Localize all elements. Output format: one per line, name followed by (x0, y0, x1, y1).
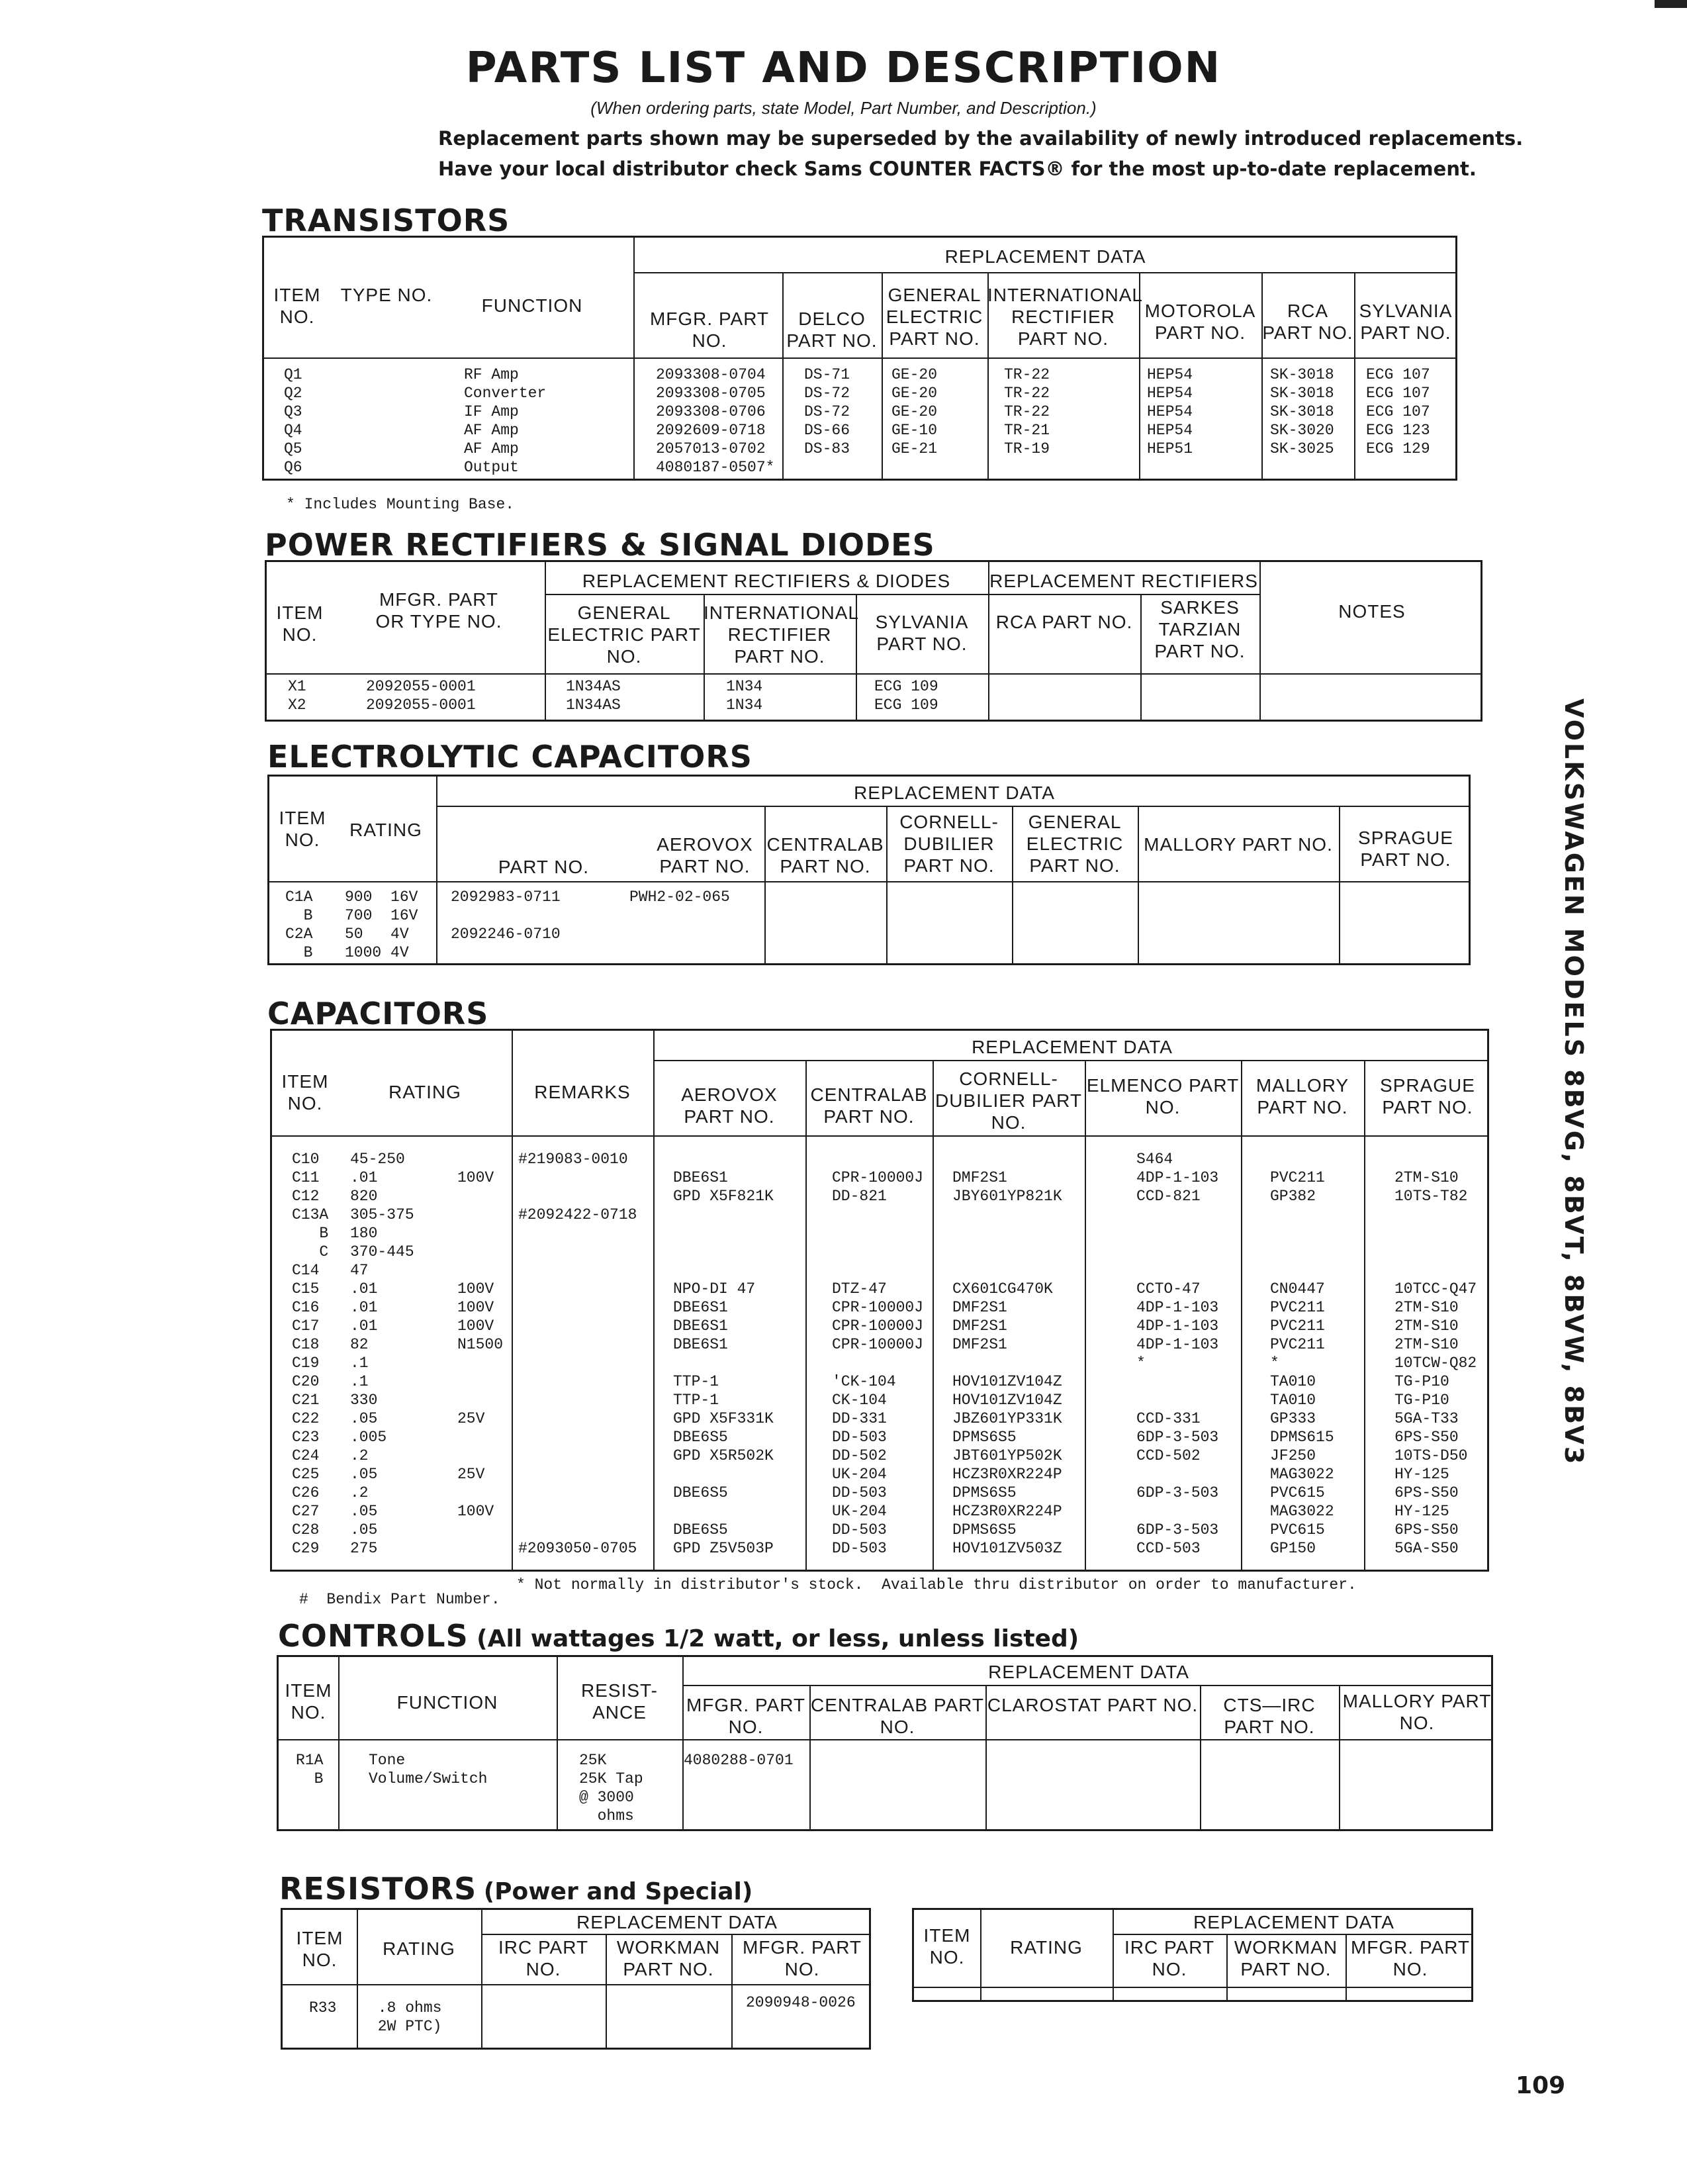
rectifiers-group1-header: REPLACEMENT RECTIFIERS & DIODES (582, 571, 951, 591)
col-header-ir: INTERNATIONAL RECTIFIER PART NO. (704, 602, 859, 667)
col-header-aerovox: AEROVOX PART NO. (657, 834, 753, 877)
controls-item-col: R1A B (296, 1752, 324, 1787)
electrolytic-replacement-header: REPLACEMENT DATA (854, 783, 1055, 803)
col-header-part: PART NO. (498, 857, 590, 877)
capacitors-footnote-bendix: # Bendix Part Number. (299, 1591, 500, 1608)
electrolytic-title: ELECTROLYTIC CAPACITORS (267, 739, 752, 775)
col-header-ge: GENERAL ELECTRIC PART NO. (886, 285, 983, 349)
controls-mfgr-col: 4080288-0701 (684, 1752, 794, 1769)
col-header-notes: NOTES (1338, 601, 1406, 622)
capacitors-elmenco-col: S464 4DP-1-103 CCD-821 CCTO-47 4DP-1-103 4DP-1-103 4DP-1-103 * CCD-331 6DP-3-503 CCD-502 6DP-3-503 6DP-3-503 CCD-503 (1136, 1151, 1219, 1557)
capacitors-footnote-stock: * Not normally in distributor's stock. Available thru distributor on order to manufacturer. (516, 1576, 1357, 1593)
page-title: PARTS LIST AND DESCRIPTION (465, 44, 1222, 93)
col-header-irc: IRC PART NO. (1124, 1937, 1215, 1979)
col-header-mallory: MALLORY PART NO. (1342, 1691, 1492, 1733)
rectifiers-sylvania-col: ECG 109 ECG 109 (874, 678, 938, 714)
col-header-mfgr: MFGR. PART NO. (1350, 1937, 1471, 1979)
capacitors-centralab-col: CPR-10000J DD-821 DTZ-47 CPR-10000J CPR-10000J CPR-10000J 'CK-104 CK-104 DD-331 DD-503 DD-502 UK-204 DD-503 UK-204 DD-503 DD-503 (832, 1169, 924, 1557)
page-number: 109 (1516, 2072, 1566, 2099)
capacitors-remarks-col: #219083-0010 #2092422-0718 #2093050-0705 (518, 1151, 637, 1557)
resistors-subtitle: (Power and Special) (483, 1878, 753, 1905)
col-header-resistance: RESIST-ANCE (581, 1680, 658, 1723)
transistors-replacement-header: REPLACEMENT DATA (944, 246, 1146, 267)
col-header-item: ITEM NO. (296, 1928, 343, 1970)
col-header-rca: RCA PART NO. (1262, 301, 1353, 343)
electrolytic-part-col: 2092983-0711 2092246-0710 (451, 888, 561, 943)
rectifiers-item-col: X1 X2 (288, 678, 306, 714)
capacitors-replacement-header: REPLACEMENT DATA (972, 1037, 1173, 1057)
controls-subtitle: (All wattages 1/2 watt, or less, unless listed) (477, 1625, 1079, 1652)
resistors-table (281, 1908, 871, 2050)
col-header-item: ITEM NO. (273, 285, 321, 327)
controls-table (277, 1655, 1493, 1831)
capacitors-title: CAPACITORS (267, 996, 489, 1031)
col-header-workman: WORKMAN PART NO. (1234, 1937, 1338, 1979)
col-header-rca: RCA PART NO. (995, 612, 1133, 632)
col-header-centralab: CENTRALAB PART NO. (811, 1695, 984, 1737)
capacitors-voltage-col: 100V 100V 100V 100V N1500 25V 25V 100V (457, 1169, 504, 1520)
electrolytic-rating-col: 900 16V 700 16V 50 4V 1000 4V (345, 888, 418, 961)
col-header-ge: GENERAL ELECTRIC PART NO. (547, 602, 701, 667)
col-header-rating: RATING (383, 1938, 455, 1959)
col-header-remarks: REMARKS (534, 1082, 631, 1102)
transistors-footnote: * Includes Mounting Base. (286, 496, 515, 513)
page-subtitle: (When ordering parts, state Model, Part Number, and Description.) (590, 98, 1097, 118)
col-header-function: FUNCTION (481, 295, 583, 316)
col-header-clarostat: CLAROSTAT PART NO. (987, 1695, 1199, 1715)
col-header-cts: CTS—IRC PART NO. (1223, 1695, 1316, 1737)
col-header-mfgr: MFGR. PART OR TYPE NO. (375, 589, 502, 632)
col-header-item: ITEM NO. (276, 602, 324, 645)
rectifiers-ir-col: 1N34 1N34 (726, 678, 763, 714)
controls-replacement-header: REPLACEMENT DATA (988, 1662, 1189, 1682)
col-header-rating: RATING (388, 1082, 461, 1102)
col-header-type: TYPE NO. (340, 285, 433, 305)
transistors-delco-col: DS-71 DS-72 DS-72 DS-66 DS-83 (804, 366, 850, 457)
col-header-aerovox: AEROVOX PART NO. (681, 1084, 778, 1127)
transistors-mfgr-col: 2093308-0704 2093308-0705 2093308-0706 2092609-0718 2057013-0702 4080187-0507* (656, 366, 775, 476)
col-header-motorola: MOTOROLA PART NO. (1144, 301, 1256, 343)
col-header-sylvania: SYLVANIA PART NO. (1359, 301, 1453, 343)
electrolytic-table (267, 775, 1471, 965)
col-header-item: ITEM NO. (279, 808, 326, 850)
col-header-mfgr: MFGR. PART NO. (742, 1937, 862, 1979)
col-header-centralab: CENTRALAB PART NO. (810, 1084, 928, 1127)
rectifiers-group2-header: REPLACEMENT RECTIFIERS (989, 571, 1258, 591)
electrolytic-item-col: C1A B C2A B (285, 888, 313, 961)
col-header-rating: RATING (349, 820, 422, 840)
resistors-title: RESISTORS (279, 1871, 477, 1907)
transistors-title: TRANSISTORS (262, 203, 510, 238)
transistors-sylvania-col: ECG 107 ECG 107 ECG 107 ECG 123 ECG 129 (1366, 366, 1430, 457)
controls-function-col: Tone Volume/Switch (369, 1752, 488, 1787)
transistors-ir-col: TR-22 TR-22 TR-22 TR-21 TR-19 (1004, 366, 1050, 457)
col-header-centralab: CENTRALAB PART NO. (766, 834, 884, 877)
col-header-irc: IRC PART NO. (498, 1937, 589, 1979)
col-header-delco: DELCO PART NO. (786, 309, 878, 351)
col-header-sprague: SPRAGUE PART NO. (1380, 1075, 1475, 1117)
resistors-item-col: R33 (309, 1999, 337, 2017)
col-header-workman: WORKMAN PART NO. (616, 1937, 721, 1979)
side-model-title: VOLKSWAGEN MODELS 8BVG, 8BVT, 8BVW, 8BV3 (1559, 698, 1588, 1466)
transistors-table (262, 236, 1457, 481)
notice-line-2: Have your local distributor check Sams COUNTER FACTS® for the most up-to-date replacement. (438, 158, 1477, 180)
capacitors-aerovox-col: DBE6S1 GPD X5F821K NPO-DI 47 DBE6S1 DBE6S1 DBE6S1 TTP-1 TTP-1 GPD X5F331K DBE6S5 GPD X5R502K DBE6S5 DBE6S5 GPD Z5V503P (673, 1169, 774, 1557)
col-header-function: FUNCTION (396, 1692, 498, 1713)
transistors-rca-col: SK-3018 SK-3018 SK-3018 SK-3020 SK-3025 (1270, 366, 1334, 457)
capacitors-item-col: C10 C11 C12 C13A B C C14 C15 C16 C17 C18 C19 C20 C21 C22 C23 C24 C25 C26 C27 C28 C29 (292, 1151, 329, 1557)
controls-resistance-col: 25K 25K Tap @ 3000 ohms (579, 1752, 643, 1825)
electrolytic-aerovox-col: PWH2-02-065 (629, 888, 730, 906)
resistors-table-blank (912, 1908, 1473, 2002)
rectifiers-table (265, 560, 1482, 722)
transistors-ge-col: GE-20 GE-20 GE-20 GE-10 GE-21 (891, 366, 938, 457)
transistors-item-col: Q1 Q2 Q3 Q4 Q5 Q6 (284, 366, 302, 476)
col-header-item: ITEM NO. (285, 1680, 332, 1723)
capacitors-rating-col: 45-250 .01 820 305-375 180 370-445 47 .01 .01 .01 82 .1 .1 330 .05 .005 .2 .05 .2 .05 .05 275 (350, 1151, 414, 1557)
scan-edge-mark (1655, 0, 1687, 8)
col-header-mfgr: MFGR. PART NO. (686, 1695, 806, 1737)
capacitors-cornell-col: DMF2S1 JBY601YP821K CX601CG470K DMF2S1 DMF2S1 DMF2S1 HOV101ZV104Z HOV101ZV104Z JBZ601YP331K DPMS6S5 JBT601YP502K HCZ3R0XR224P DPMS6S5 HCZ3R0XR224P DPMS6S5 HOV101ZV503Z (952, 1169, 1062, 1557)
col-header-mfgr: MFGR. PART NO. (649, 309, 770, 351)
col-header-ir: INTERNATIONAL RECTIFIER PART NO. (987, 285, 1143, 349)
capacitors-table (270, 1029, 1489, 1572)
resistors-mfgr-col: 2090948-0026 (746, 1994, 856, 2011)
col-header-rating: RATING (1010, 1937, 1083, 1958)
col-header-item: ITEM NO. (281, 1071, 329, 1114)
col-header-ge: GENERAL ELECTRIC PART NO. (1026, 812, 1124, 876)
col-header-sprague: SPRAGUE PART NO. (1358, 828, 1453, 870)
rectifiers-title: POWER RECTIFIERS & SIGNAL DIODES (265, 527, 935, 563)
col-header-sylvania: SYLVANIA PART NO. (875, 612, 969, 654)
col-header-elmenco: ELMENCO PART NO. (1086, 1075, 1240, 1117)
resistors-blank-replacement-header: REPLACEMENT DATA (1193, 1912, 1394, 1932)
rectifiers-mfgr-col: 2092055-0001 2092055-0001 (366, 678, 476, 714)
col-header-mallory: MALLORY PART NO. (1255, 1075, 1349, 1117)
resistors-replacement-header: REPLACEMENT DATA (576, 1912, 778, 1932)
col-header-mallory: MALLORY PART NO. (1144, 834, 1333, 855)
capacitors-sprague-col: 2TM-S10 10TS-T82 10TCC-Q47 2TM-S10 2TM-S10 2TM-S10 10TCW-Q82 TG-P10 TG-P10 5GA-T33 6PS-S50 10TS-D50 HY-125 6PS-S50 HY-125 6PS-S50 5GA-S50 (1394, 1169, 1477, 1557)
capacitors-mallory-col: PVC211 GP382 CN0447 PVC211 PVC211 PVC211 * TA010 TA010 GP333 DPMS615 JF250 MAG3022 PVC615 MAG3022 PVC615 GP150 (1270, 1169, 1334, 1557)
notice-line-1: Replacement parts shown may be superseded by the availability of newly introduced replacements. (438, 127, 1524, 150)
transistors-motorola-col: HEP54 HEP54 HEP54 HEP54 HEP51 (1147, 366, 1193, 457)
col-header-item: ITEM NO. (923, 1925, 971, 1968)
col-header-cornell: CORNELL-DUBILIER PART NO. (935, 1068, 1082, 1133)
resistors-rating-col: .8 ohms 2W PTC) (377, 1999, 442, 2035)
rectifiers-ge-col: 1N34AS 1N34AS (566, 678, 621, 714)
col-header-sarkes: SARKES TARZIAN PART NO. (1154, 597, 1246, 661)
transistors-function-col: RF Amp Converter IF Amp AF Amp AF Amp Output (464, 366, 547, 476)
col-header-cornell: CORNELL-DUBILIER PART NO. (899, 812, 999, 876)
controls-title: CONTROLS (278, 1618, 469, 1654)
